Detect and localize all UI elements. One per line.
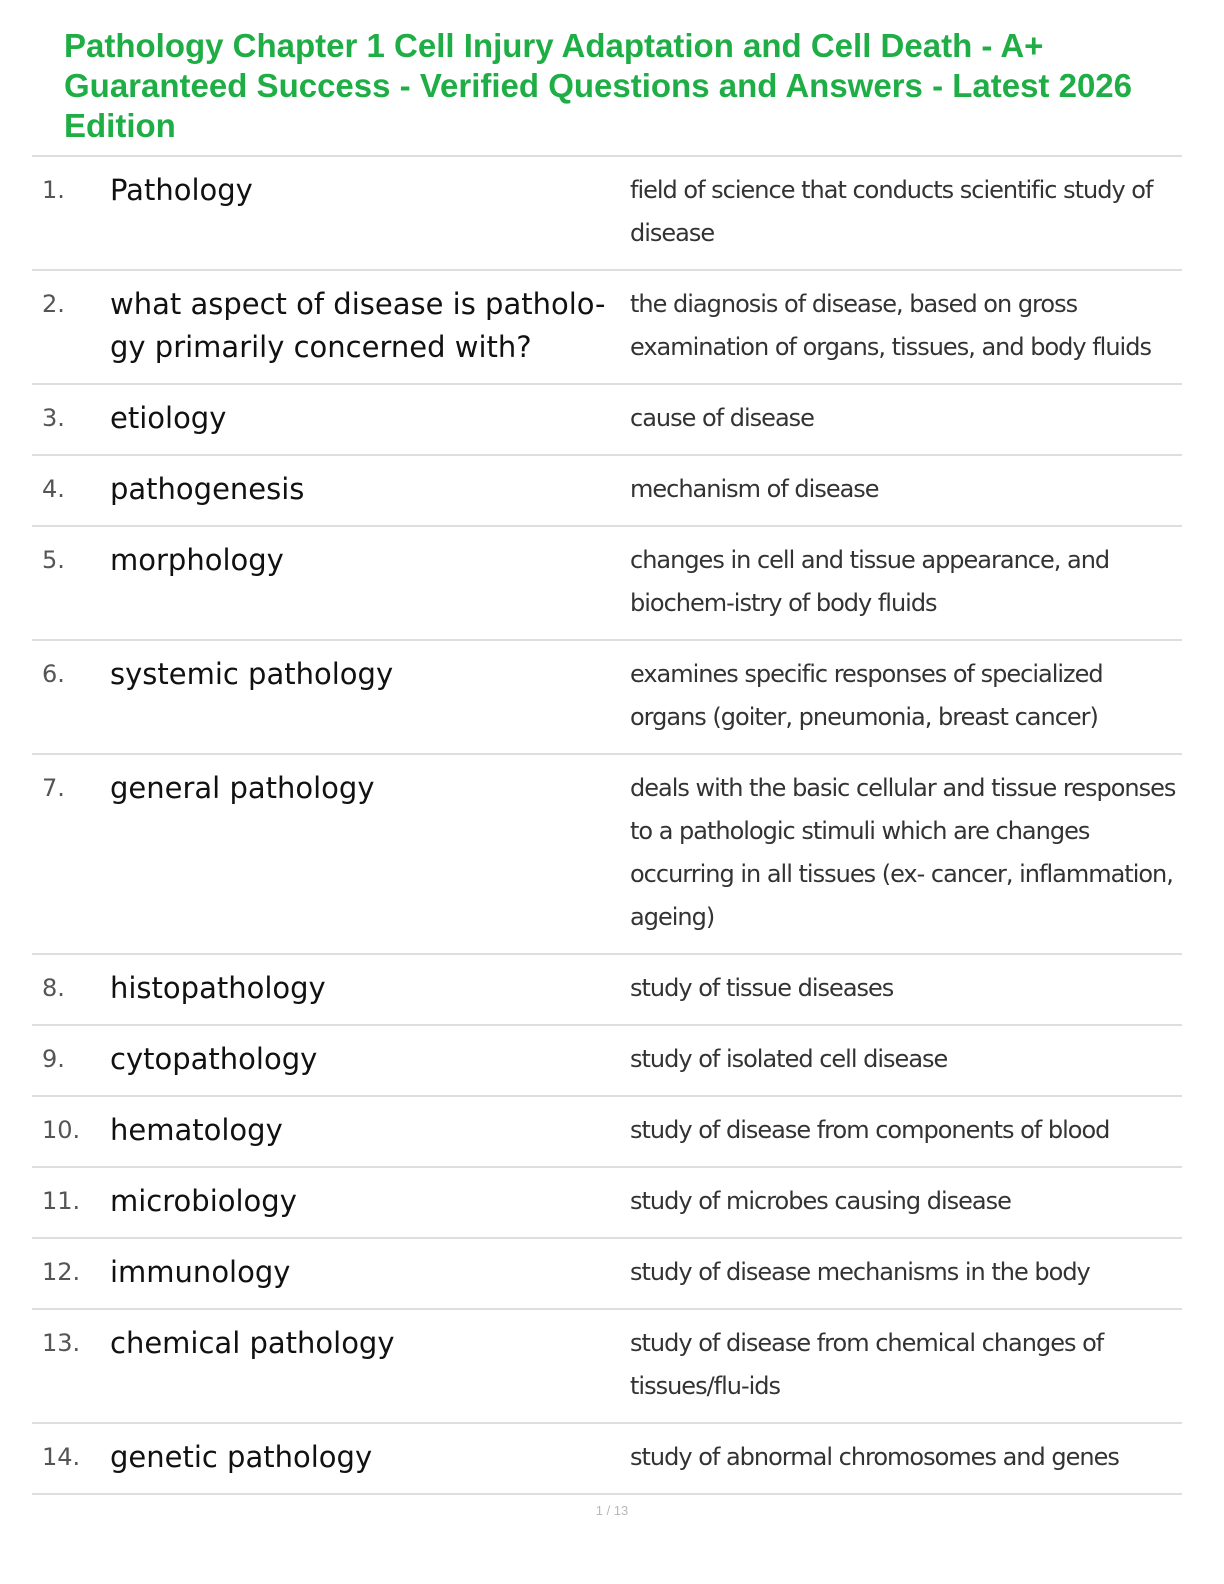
item-term: etiology <box>110 401 227 435</box>
qa-row <box>32 641 1182 755</box>
qa-row <box>32 1424 1182 1495</box>
item-number: 1. <box>42 176 65 204</box>
item-term: hematology <box>110 1113 283 1147</box>
item-number: 11. <box>42 1187 81 1215</box>
item-term: morphology <box>110 543 284 577</box>
qa-row <box>32 527 1182 641</box>
item-definition: study of disease mechanisms in the body <box>630 1258 1090 1286</box>
item-definition: study of isolated cell disease <box>630 1045 948 1073</box>
item-definition: study of disease from chemical changes of tissues/flu-ids <box>630 1329 1104 1400</box>
qa-row <box>32 955 1182 1026</box>
page-indicator: 1 / 13 <box>595 1503 629 1518</box>
item-term: pathogenesis <box>110 472 305 506</box>
item-definition: examines specific responses of specialized organs (goiter, pneumonia, breast cancer) <box>630 660 1103 731</box>
item-number: 13. <box>42 1329 81 1357</box>
item-term: immunology <box>110 1255 291 1289</box>
item-term: systemic pathology <box>110 657 394 691</box>
item-number: 10. <box>42 1116 81 1144</box>
qa-row <box>32 1310 1182 1424</box>
item-definition: the diagnosis of disease, based on gross examination of organs, tissues, and body fluids <box>630 290 1151 361</box>
item-term: genetic pathology <box>110 1440 373 1474</box>
item-term: what aspect of disease is patholo-gy primarily concerned with? <box>110 287 606 364</box>
item-number: 12. <box>42 1258 81 1286</box>
item-definition: cause of disease <box>630 404 814 432</box>
qa-row <box>32 456 1182 527</box>
item-term: cytopathology <box>110 1042 318 1076</box>
item-number: 8. <box>42 974 65 1002</box>
item-number: 9. <box>42 1045 65 1073</box>
item-number: 4. <box>42 475 65 503</box>
item-term: microbiology <box>110 1184 297 1218</box>
qa-row <box>32 157 1182 271</box>
qa-row <box>32 385 1182 456</box>
item-definition: study of microbes causing disease <box>630 1187 1011 1215</box>
qa-row <box>32 1026 1182 1097</box>
item-number: 3. <box>42 404 65 432</box>
item-term: Pathology <box>110 173 253 207</box>
item-term: histopathology <box>110 971 326 1005</box>
qa-table <box>32 155 1182 1495</box>
item-number: 5. <box>42 546 65 574</box>
item-definition: field of science that conducts scientific study of disease <box>630 176 1153 247</box>
qa-row <box>32 271 1182 385</box>
qa-row <box>32 1168 1182 1239</box>
item-definition: study of tissue diseases <box>630 974 894 1002</box>
item-term: general pathology <box>110 771 375 805</box>
document-title: Pathology Chapter 1 Cell Injury Adaptation and Cell Death - A+ Guaranteed Success - Verified Questions and Answers - Latest 2026 Edition <box>64 27 1133 144</box>
qa-row <box>32 1239 1182 1310</box>
item-definition: deals with the basic cellular and tissue responses to a pathologic stimuli which are changes occurring in all tissues (ex- cancer, inflammation, ageing) <box>630 774 1176 931</box>
item-definition: mechanism of disease <box>630 475 879 503</box>
item-term: chemical pathology <box>110 1326 395 1360</box>
qa-row <box>32 755 1182 955</box>
item-number: 2. <box>42 290 65 318</box>
item-number: 7. <box>42 774 65 802</box>
item-definition: study of disease from components of blood <box>630 1116 1110 1144</box>
item-definition: study of abnormal chromosomes and genes <box>630 1443 1119 1471</box>
item-number: 6. <box>42 660 65 688</box>
item-number: 14. <box>42 1443 81 1471</box>
item-definition: changes in cell and tissue appearance, and biochem-istry of body fluids <box>630 546 1110 617</box>
qa-row <box>32 1097 1182 1168</box>
